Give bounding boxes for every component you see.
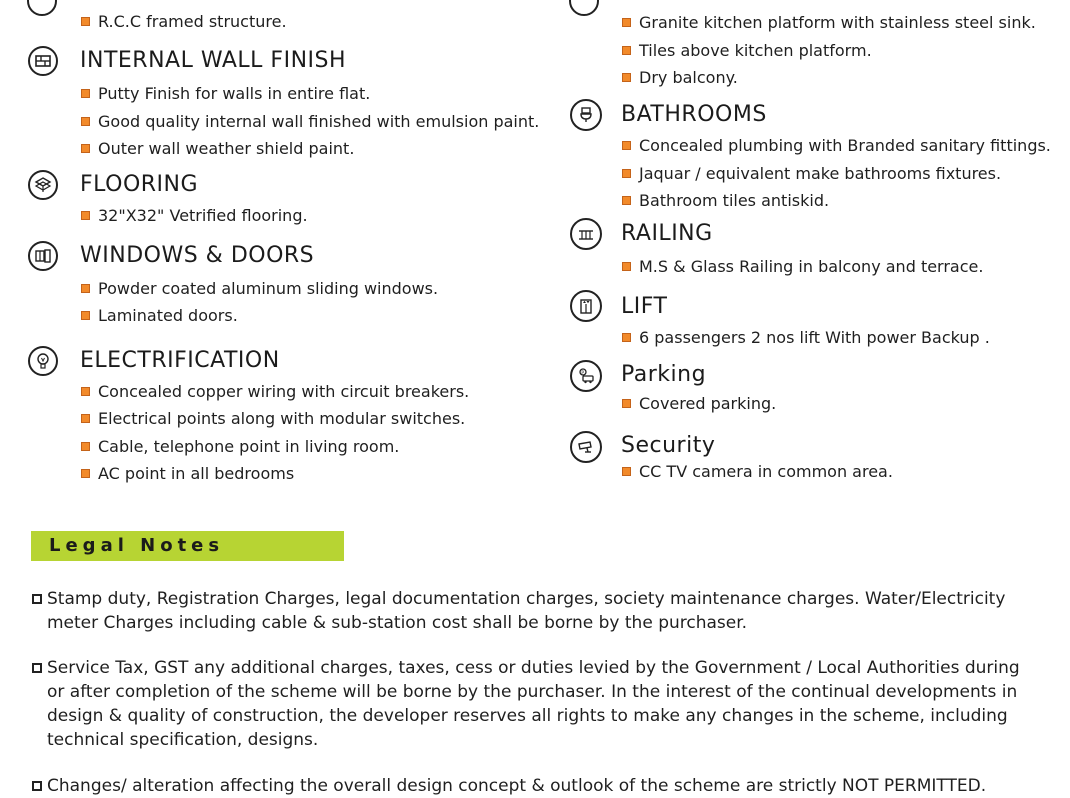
section-heading-lift: LIFT: [621, 294, 668, 319]
structure-icon: [27, 0, 57, 16]
square-bullet-icon: [32, 781, 42, 791]
list-item: Jaquar / equivalent make bathrooms fixtures.: [622, 164, 1001, 184]
section-heading-parking: Parking: [621, 362, 707, 387]
legal-note: [32, 774, 1042, 798]
section-heading-bathrooms: BATHROOMS: [621, 102, 767, 127]
section-heading-electrification: ELECTRIFICATION: [80, 348, 280, 373]
list-item: Concealed plumbing with Branded sanitary fittings.: [622, 136, 1051, 156]
list-item: CC TV camera in common area.: [622, 462, 893, 482]
list-item: Putty Finish for walls in entire flat.: [81, 84, 370, 104]
elevator-icon: [570, 290, 602, 322]
legal-notes-banner: [31, 531, 344, 561]
list-item: Electrical points along with modular switches.: [81, 409, 465, 429]
list-item: R.C.C framed structure.: [81, 12, 287, 32]
list-item: Cable, telephone point in living room.: [81, 437, 399, 457]
square-bullet-icon: [32, 663, 42, 673]
list-item: Concealed copper wiring with circuit breakers.: [81, 382, 469, 402]
legal-note-text: Changes/ alteration affecting the overall design concept & outlook of the scheme are strictly NOT PERMITTED.: [47, 776, 987, 796]
list-item: Good quality internal wall finished with emulsion paint.: [81, 112, 539, 132]
floor-tiles-icon: [28, 170, 58, 200]
section-heading-windows-doors: WINDOWS & DOORS: [80, 243, 315, 268]
list-item: Tiles above kitchen platform.: [622, 41, 872, 61]
svg-text:P: P: [581, 371, 585, 376]
legal-note-text: Service Tax, GST any additional charges, taxes, cess or duties levied by the Government / Local Authorities during or after completion of the scheme will be borne by the purchaser. In the interest of the continual developments in design & quality of construction, the developer reserves all rights to make any changes in the scheme, including technical specification, designs.: [47, 658, 1020, 750]
list-item: 32"X32" Vetrified flooring.: [81, 206, 308, 226]
section-heading-flooring: FLOORING: [80, 172, 199, 197]
car-parking-icon: [570, 360, 602, 392]
window-door-icon: [28, 241, 58, 271]
legal-note-text: Stamp duty, Registration Charges, legal documentation charges, society maintenance charges. Water/Electricity meter Charges including cable & sub-station cost shall be borne by the purchaser.: [47, 589, 1006, 633]
list-item: Bathroom tiles antiskid.: [622, 191, 829, 211]
square-bullet-icon: [32, 594, 42, 604]
list-item: 6 passengers 2 nos lift With power Backup .: [622, 328, 990, 348]
toilet-icon: [570, 99, 602, 131]
section-heading-internal-wall: INTERNAL WALL FINISH: [80, 48, 347, 73]
legal-note: [32, 587, 1042, 635]
list-item: M.S & Glass Railing in balcony and terrace.: [622, 257, 983, 277]
list-item: Laminated doors.: [81, 306, 238, 326]
kitchen-icon: [569, 0, 599, 16]
list-item: Outer wall weather shield paint.: [81, 139, 354, 159]
section-heading-railing: RAILING: [621, 221, 713, 246]
list-item: Dry balcony.: [622, 68, 738, 88]
list-item: Covered parking.: [622, 394, 776, 414]
legal-notes-title: Legal Notes: [49, 535, 225, 556]
list-item: Powder coated aluminum sliding windows.: [81, 279, 438, 299]
railing-icon: [570, 218, 602, 250]
brick-wall-icon: [28, 46, 58, 76]
legal-note: [32, 656, 1042, 752]
cctv-camera-icon: [570, 431, 602, 463]
list-item: AC point in all bedrooms: [81, 464, 294, 484]
list-item: Granite kitchen platform with stainless steel sink.: [622, 13, 1036, 33]
light-bulb-icon: [28, 346, 58, 376]
section-heading-security: Security: [621, 433, 716, 458]
